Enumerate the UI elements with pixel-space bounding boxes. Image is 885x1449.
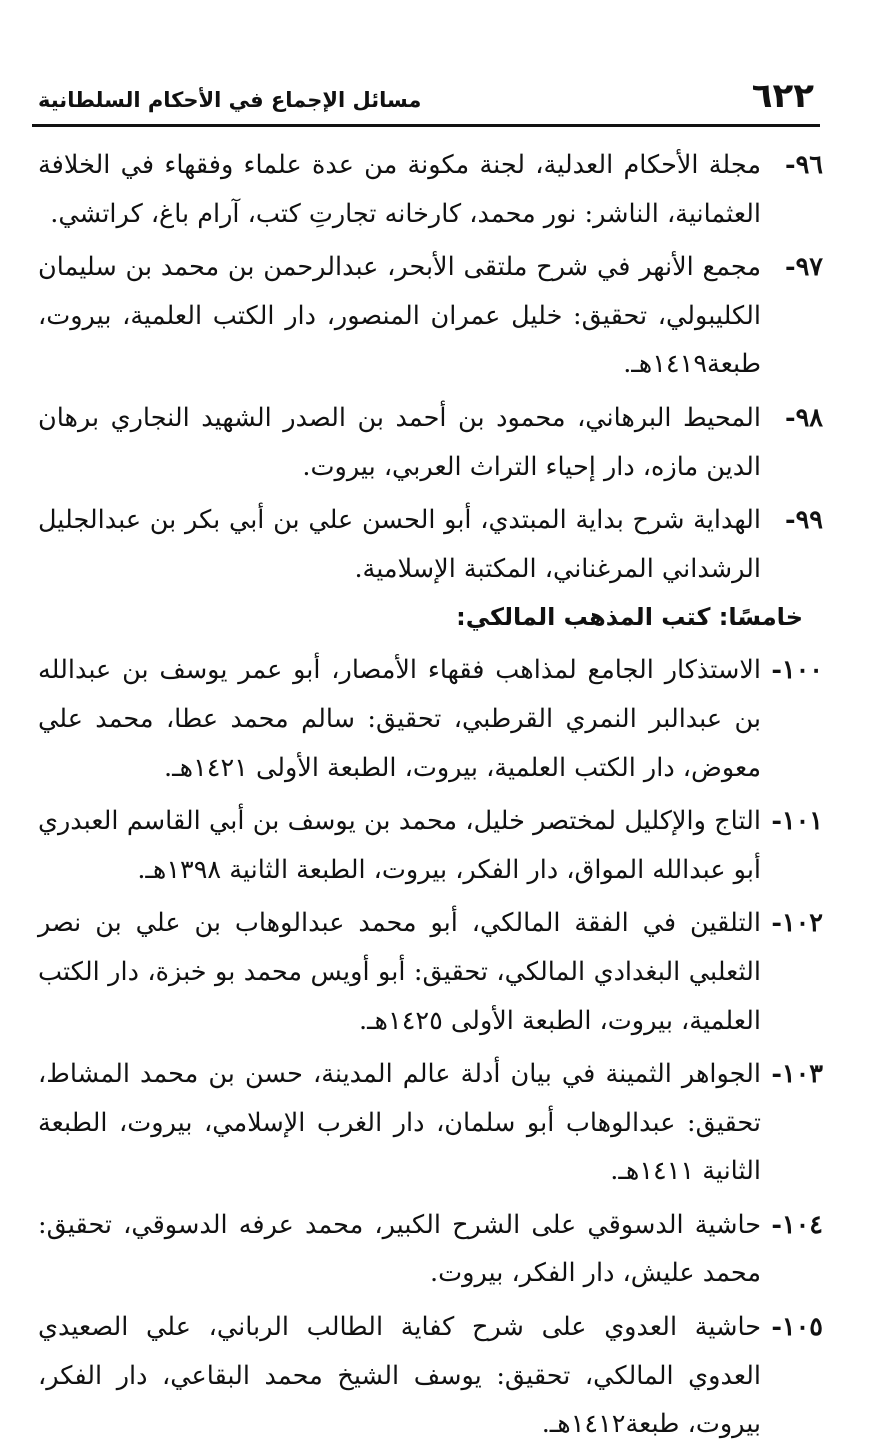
bibliography-entry — [38, 394, 823, 491]
entry-number: ١٠١- — [771, 806, 823, 837]
bibliography-entry — [38, 1050, 823, 1196]
entry-number: ١٠٠- — [771, 655, 823, 686]
bibliography-entry — [38, 1303, 823, 1449]
bibliography-entry — [38, 899, 823, 1045]
bibliography-entry — [38, 141, 823, 238]
entry-text: المحيط البرهاني، محمود بن أحمد بن الصدر الشهيد النجاري برهان الدين مازه، دار إحياء التراث العربي، بيروت. — [38, 402, 761, 482]
entry-text: الهداية شرح بداية المبتدي، أبو الحسن علي بن أبي بكر بن عبدالجليل الرشداني المرغناني، المكتبة الإسلامية. — [38, 505, 761, 584]
entry-text: مجلة الأحكام العدلية، لجنة مكونة من عدة علماء وفقهاء في الخلافة العثمانية، الناشر: نور محمد، كارخانه تجارتِ كتب، آرام باغ، كراتشي. — [38, 150, 761, 229]
entry-number: ١٠٥- — [771, 1312, 823, 1343]
bibliography-entry — [38, 243, 823, 389]
entry-text: التاج والإكليل لمختصر خليل، محمد بن يوسف بن أبي القاسم العبدري أبو عبدالله المواق، دار الفكر، بيروت، الطبعة الثانية ١٣٩٨هـ. — [38, 806, 761, 885]
entry-text: التلقين في الفقة المالكي، أبو محمد عبدالوهاب بن علي بن نصر الثعلبي البغدادي المالكي، تحقيق: أبو أويس محمد بو خبزة، دار الكتب العلمية، بيروت، الطبعة الأولى ١٤٢٥هـ. — [38, 908, 761, 1036]
bibliography-entry — [38, 1201, 823, 1298]
section-heading: خامسًا: كتب المذهب المالكي: — [456, 603, 803, 632]
entry-number: ٩٧- — [785, 252, 823, 283]
entry-text: حاشية الدسوقي على الشرح الكبير، محمد عرفه الدسوقي، تحقيق: محمد عليش، دار الفكر، بيروت. — [38, 1209, 761, 1289]
entry-text: حاشية العدوي على شرح كفاية الطالب الرباني، علي الصعيدي العدوي المالكي، تحقيق: يوسف الشيخ محمد البقاعي، دار الفكر، بيروت، طبعة١٤١٢هـ. — [38, 1312, 761, 1440]
bibliography-entry — [38, 797, 823, 894]
bibliography-entry — [38, 496, 823, 593]
page-header — [32, 72, 820, 120]
header-rule — [32, 124, 820, 127]
running-title: مسائل الإجماع في الأحكام السلطانية — [38, 88, 422, 112]
entry-text: مجمع الأنهر في شرح ملتقى الأبحر، عبدالرحمن بن محمد بن سليمان الكليبولي، تحقيق: خليل عمران المنصور، دار الكتب العلمية، بيروت، طبعة١٤١٩هـ. — [38, 252, 761, 380]
entry-number: ٩٩- — [785, 505, 823, 536]
entry-text: الاستذكار الجامع لمذاهب فقهاء الأمصار، أبو عمر يوسف بن عبدالله بن عبدالبر النمري القرطبي، تحقيق: سالم محمد عطا، محمد علي معوض، دار الكتب العلمية، بيروت، الطبعة الأولى ١٤٢١هـ. — [38, 655, 761, 783]
page-number: ٦٢٢ — [751, 76, 814, 116]
entry-text: الجواهر الثمينة في بيان أدلة عالم المدينة، حسن بن محمد المشاط، تحقيق: عبدالوهاب أبو سلمان، دار الغرب الإسلامي، بيروت، الطبعة الثانية ١٤١١هـ. — [38, 1059, 761, 1187]
entry-number: ١٠٤- — [771, 1209, 823, 1240]
entry-number: ٩٦- — [785, 150, 823, 180]
entry-number: ١٠٢- — [771, 908, 823, 939]
entry-number: ٩٨- — [785, 402, 823, 433]
entry-number: ١٠٣- — [771, 1059, 823, 1090]
bibliography-entry — [38, 646, 823, 792]
bibliography-list — [38, 141, 823, 1449]
